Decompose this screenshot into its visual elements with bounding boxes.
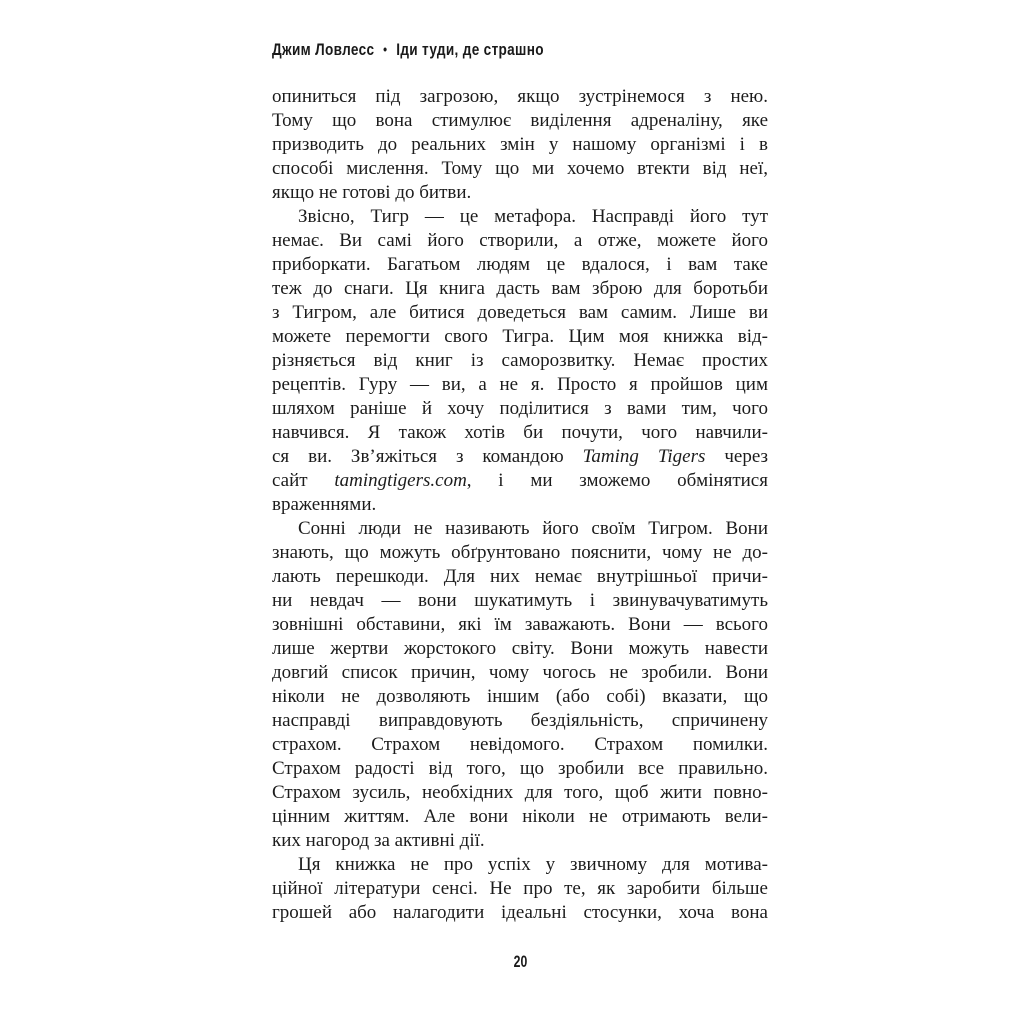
regular-text: Сонні люди не називають його своїм Тигром. Вони [298,518,768,539]
text-line [272,253,768,277]
text-line [272,181,768,205]
header-book-title: Іди туди, де страшно [396,40,544,59]
text-line [272,157,768,181]
text-line [272,205,768,229]
regular-text: ся ви. Зв’яжіться з командою [272,446,583,467]
text-line [272,565,768,589]
text-line [272,373,768,397]
text-line [272,109,768,133]
text-line [272,613,768,637]
text-line [272,517,768,541]
page-number-value: 20 [513,952,527,971]
header-separator-dot: • [383,41,388,57]
text-line [272,493,768,517]
text-line [272,589,768,613]
text-line [272,661,768,685]
text-line [272,229,768,253]
text-line [272,901,768,925]
regular-text: ни невдач — вони шукатимуть і звинувачуватимуть [272,590,768,611]
text-line [272,877,768,901]
regular-text: можете перемогти свого Тигра. Цим моя книжка від- [272,326,768,347]
regular-text: теж до снаги. Ця книга дасть вам зброю для боротьби [272,278,768,299]
regular-text: ційної літератури сенсі. Не про те, як заробити більше [272,878,768,899]
regular-text: насправді виправдовують бездіяльність, спричинену [272,710,768,731]
text-line [272,781,768,805]
text-line [272,469,768,493]
italic-text: tamingtigers.com [334,470,467,491]
text-line [272,133,768,157]
text-line [272,421,768,445]
regular-text: цінним життям. Але вони ніколи не отримають вели- [272,806,768,827]
italic-text: Taming Tigers [582,446,706,467]
regular-text: ніколи не дозволяють іншим (або собі) вказати, що [272,686,768,707]
header-author: Джим Ловлесс [272,40,375,59]
page-number [272,952,768,972]
text-line [272,325,768,349]
regular-text: грошей або налагодити ідеальні стосунки, хоча вона [272,902,768,923]
regular-text: , і ми зможемо обмінятися [466,470,768,491]
text-line [272,637,768,661]
regular-text: через [705,446,768,467]
regular-text: знають, що можуть обґрунтовано пояснити, чому не до- [272,542,768,563]
regular-text: сайт [272,470,335,491]
text-line [272,397,768,421]
regular-text: довгий список причин, чому чогось не зробили. Вони [272,662,768,683]
regular-text: якщо не готові до битви. [272,182,472,203]
body-text [272,85,768,925]
regular-text: Страхом зусиль, необхідних для того, щоб жити повно- [272,782,768,803]
text-line [272,685,768,709]
regular-text: опиниться під загрозою, якщо зустрінемося з нею. [272,86,768,107]
paragraph [272,205,768,517]
text-line [272,541,768,565]
regular-text: немає. Ви самі його створили, а отже, можете його [272,230,768,251]
text-line [272,349,768,373]
regular-text: Страхом радості від того, що зробили все правильно. [272,758,768,779]
text-line [272,445,768,469]
regular-text: приборкати. Багатьом людям це вдалося, і вам таке [272,254,768,275]
text-line [272,733,768,757]
regular-text: враженнями. [272,494,377,515]
regular-text: рецептів. Гуру — ви, а не я. Просто я пройшов цим [272,374,768,395]
paragraph [272,853,768,925]
text-line [272,85,768,109]
regular-text: навчився. Я також хотів би почути, чого навчили- [272,422,768,443]
regular-text: Звісно, Тигр — це метафора. Насправді його тут [298,206,768,227]
text-line [272,805,768,829]
regular-text: лають перешкоди. Для них немає внутрішньої причи- [272,566,768,587]
text-line [272,853,768,877]
text-line [272,277,768,301]
regular-text: ких нагород за активні дії. [272,830,485,851]
regular-text: страхом. Страхом невідомого. Страхом помилки. [272,734,768,755]
regular-text: Тому що вона стимулює виділення адреналіну, яке [272,110,768,131]
paragraph [272,517,768,853]
running-header [272,40,544,60]
regular-text: лише жертви жорстокого світу. Вони можуть навести [272,638,768,659]
regular-text: шляхом раніше й хочу поділитися з вами тим, чого [272,398,768,419]
regular-text: призводить до реальних змін у нашому організмі і в [272,134,768,155]
regular-text: з Тигром, але битися доведеться вам самим. Лише ви [272,302,768,323]
text-line [272,829,768,853]
regular-text: Ця книжка не про успіх у звичному для мотива- [298,854,768,875]
regular-text: різняється від книг із саморозвитку. Немає простих [272,350,768,371]
text-line [272,301,768,325]
regular-text: способі мислення. Тому що ми хочемо втекти від неї, [272,158,768,179]
regular-text: зовнішні обставини, які їм заважають. Вони — всього [272,614,768,635]
text-line [272,709,768,733]
paragraph [272,85,768,205]
text-line [272,757,768,781]
